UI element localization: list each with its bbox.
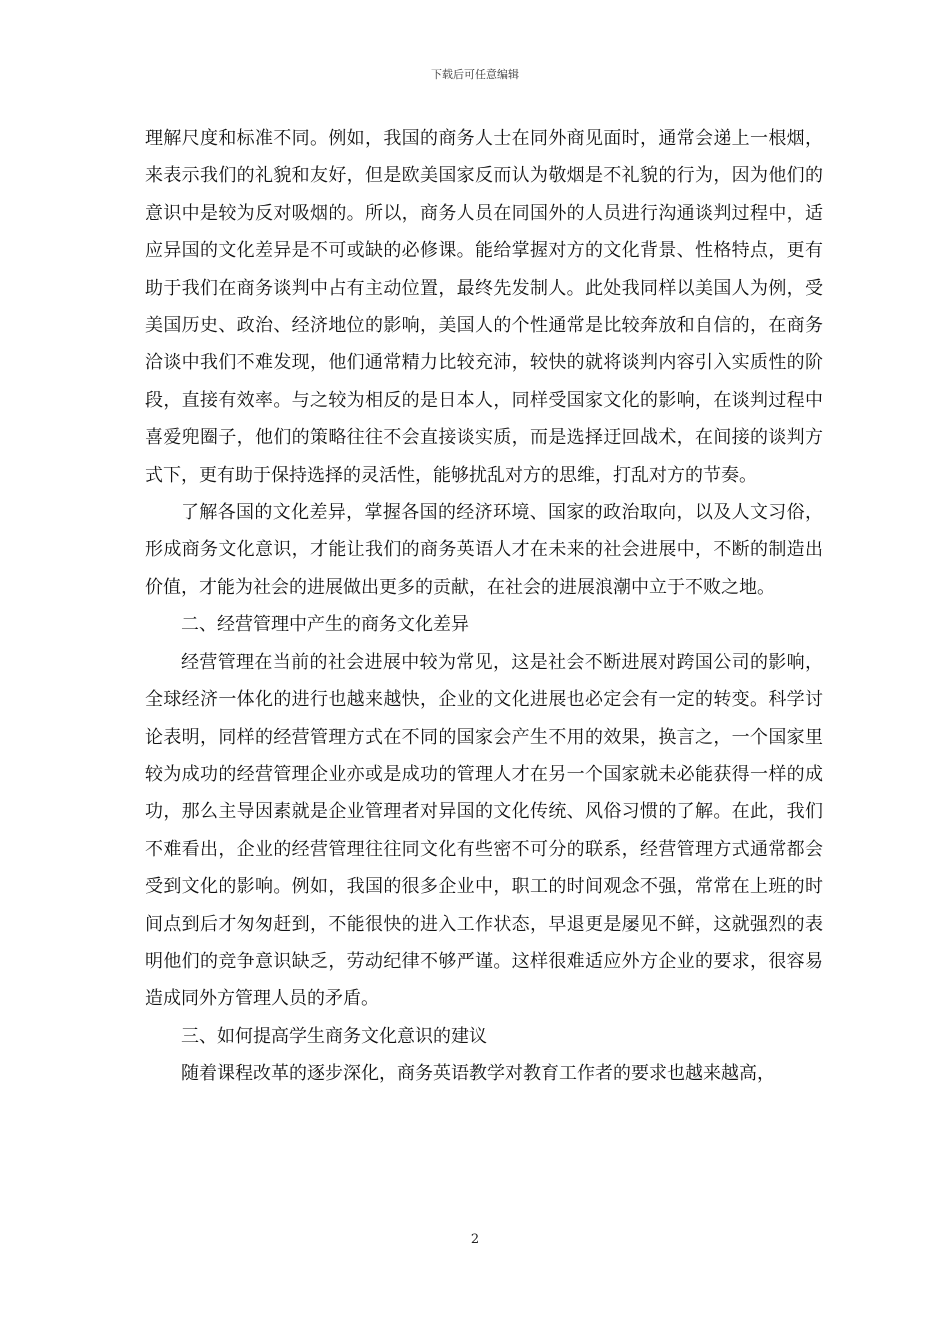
paragraph-cultural-awareness: 了解各国的文化差异，掌握各国的经济环境、国家的政治取向，以及人文习俗，形成商务文化意识，才能让我们的商务英语人才在未来的社会进展中，不断的制造出价值，才能为社会的进展做出更多的贡献，在社会的进展浪潮中立于不败之地。 [145,502,823,598]
paragraph-curriculum-reform: 随着课程改革的逐步深化，商务英语教学对教育工作者的要求也越来越高， [181,1063,775,1085]
section-heading-three: 三、如何提高学生商务文化意识的建议 [181,1025,487,1047]
paragraph-management-differences: 经营管理在当前的社会进展中较为常见，这是社会不断进展对跨国公司的影响，全球经济一体化的进行也越来越快，企业的文化进展也必定会有一定的转变。科学讨论表明，同样的经营管理方式在不同的国家会产生不用的效果，换言之，一个国家里较为成功的经营管理企业亦或是成功的管理人才在另一个国家就未必能获得一样的成功，那么主导因素就是企业管理者对异国的文化传统、风俗习惯的了解。在此，我们不难看出，企业的经营管理往往同文化有些密不可分的联系，经营管理方式通常都会受到文化的影响。例如，我国的很多企业中，职工的时间观念不强，常常在上班的时间点到后才匆匆赶到，不能很快的进入工作状态，早退更是屡见不鲜，这就强烈的表明他们的竞争意识缺乏，劳动纪律不够严谨。这样很难适应外方企业的要求，很容易造成同外方管理人员的矛盾。 [145,651,823,1010]
page-header: 下载后可任意编辑 [431,68,519,81]
document-body [145,120,823,1093]
page-number: 2 [470,1232,480,1247]
paragraph-continuation: 理解尺度和标准不同。例如，我国的商务人士在同外商见面时，通常会递上一根烟，来表示我们的礼貌和友好，但是欧美国家反而认为敬烟是不礼貌的行为，因为他们的意识中是较为反对吸烟的。所以，商务人员在同国外的人员进行沟通谈判过程中，适应异国的文化差异是不可或缺的必修课。能给掌握对方的文化背景、性格特点，更有助于我们在商务谈判中占有主动位置，最终先发制人。此处我同样以美国人为例，受美国历史、政治、经济地位的影响，美国人的个性通常是比较奔放和自信的，在商务洽谈中我们不难发现，他们通常精力比较充沛，较快的就将谈判内容引入实质性的阶段，直接有效率。与之较为相反的是日本人，同样受国家文化的影响，在谈判过程中喜爱兜圈子，他们的策略往往不会直接谈实质，而是选择迂回战术，在间接的谈判方式下，更有助于保持选择的灵活性，能够扰乱对方的思维，打乱对方的节奏。 [145,128,823,486]
section-heading-two: 二、经营管理中产生的商务文化差异 [181,614,469,636]
